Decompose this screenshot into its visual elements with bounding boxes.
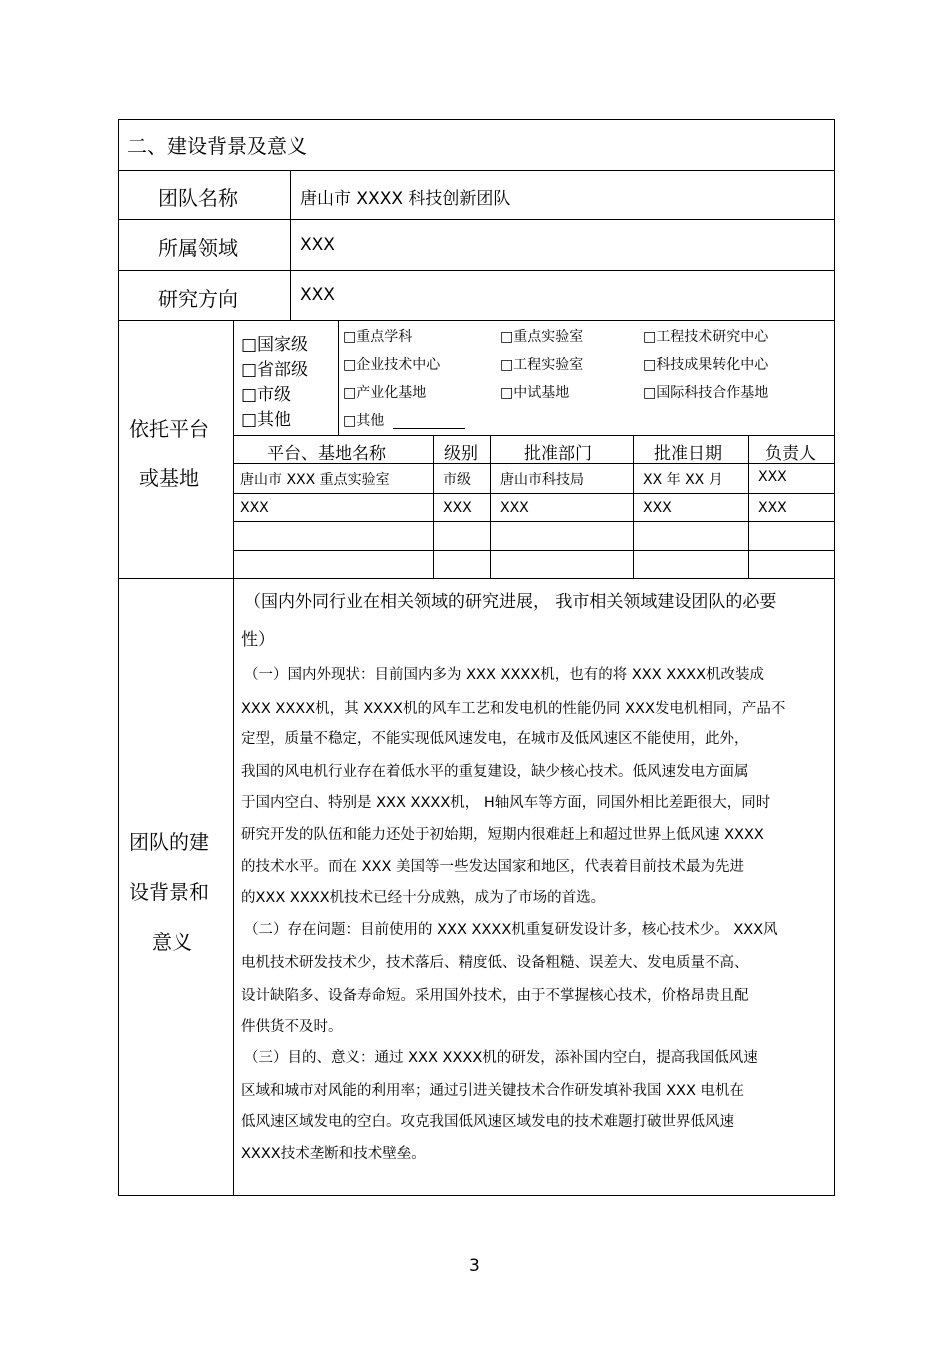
background-text-line: XXX XXXX机，其 XXXX机的风车工艺和发电机的性能仍同 XXX发电机相同，产品不	[241, 701, 786, 717]
type-other-checkbox[interactable]: □其他	[343, 413, 385, 429]
table-cell: XXX	[240, 500, 269, 516]
table-cell: XXX	[758, 469, 787, 485]
table-cell: 市级	[443, 472, 471, 488]
type-intl-coop-base-checkbox[interactable]: □国际科技合作基地	[643, 385, 769, 401]
background-text-line: 的XXX XXXX机技术已经十分成熟，成为了市场的首选。	[241, 890, 606, 906]
platform-label-line1: 依托平台	[129, 417, 209, 441]
background-text-line: 设计缺陷多、设备寿命短。采用国外技术，由于不掌握核心技术，价格昂贵且配	[241, 988, 749, 1004]
background-label-line3: 意义	[152, 930, 192, 954]
table-cell: XXX	[643, 500, 672, 516]
level-provincial-checkbox[interactable]: □省部级	[241, 360, 309, 380]
background-text-line: 的技术水平。而在 XXX 美国等一些发达国家和地区，代表着目前技术最为先进	[241, 859, 745, 875]
background-text-line: 研究开发的队伍和能力还处于初始期，短期内很难赶上和超过世界上低风速 XXXX	[241, 827, 764, 843]
level-other-checkbox[interactable]: □其他	[241, 410, 292, 430]
background-text-line: （一）国内外现状：目前国内多为 XXX XXXX机，也有的将 XXX XXXX机改装成	[244, 667, 765, 683]
background-text-line: 件供货不及时。	[241, 1019, 343, 1035]
background-text-line: 我国的风电机行业存在着低水平的重复建设，缺少核心技术。低风速发电方面属	[241, 764, 749, 780]
background-text-line: 定型，质量不稳定，不能实现低风速发电，在城市及低风速区不能使用，此外，	[241, 731, 749, 747]
type-enterprise-center-checkbox[interactable]: □企业技术中心	[343, 357, 441, 373]
background-label-line2: 设背景和	[129, 880, 209, 904]
background-text-line: （二）存在问题：目前使用的 XXX XXXX机重复研发设计多，核心技术少。 XXX风	[244, 922, 778, 938]
background-intro-line1: （国内外同行业在相关领域的研究进展， 我市相关领域建设团队的必要	[244, 592, 777, 612]
table-cell: XXX	[758, 500, 787, 516]
table-cell: XX 年 XX 月	[643, 472, 723, 488]
background-text-line: 低风速区域发电的空白。攻克我国低风速区域发电的技术难题打破世界低风速	[241, 1114, 734, 1130]
table-cell: 唐山市 XXX 重点实验室	[240, 472, 390, 488]
background-text-line: XXXX技术垄断和技术壁垒。	[241, 1146, 426, 1162]
team-name-label: 团队名称	[158, 186, 238, 210]
type-eng-research-center-checkbox[interactable]: □工程技术研究中心	[643, 329, 769, 345]
table-cell: XXX	[443, 500, 472, 516]
section-title: 二、建设背景及意义	[127, 134, 307, 158]
type-key-discipline-checkbox[interactable]: □重点学科	[343, 329, 413, 345]
field-label: 所属领域	[158, 236, 238, 260]
type-key-lab-checkbox[interactable]: □重点实验室	[500, 329, 584, 345]
background-text-line: （三）目的、意义：通过 XXX XXXX机的研发，添补国内空白，提高我国低风速	[244, 1050, 758, 1066]
level-city-checkbox[interactable]: □市级	[241, 385, 292, 405]
type-pilot-base-checkbox[interactable]: □中试基地	[500, 385, 570, 401]
table-cell: 唐山市科技局	[500, 472, 584, 488]
background-text-line: 区域和城市对风能的利用率；通过引进关键技术合作研发填补我国 XXX 电机在	[241, 1083, 745, 1099]
background-text-line: 电机技术研发技术少，技术落后、精度低、设备粗糙、误差大、发电质量不高、	[241, 955, 749, 971]
direction-label: 研究方向	[158, 287, 238, 311]
level-national-checkbox[interactable]: □国家级	[241, 335, 309, 355]
other-type-blank-line[interactable]	[393, 428, 465, 429]
col-header-dept: 批准部门	[524, 444, 592, 464]
background-label-line1: 团队的建	[129, 830, 209, 854]
table-cell: XXX	[500, 500, 529, 516]
type-industrial-base-checkbox[interactable]: □产业化基地	[343, 385, 427, 401]
field-value: XXX	[300, 235, 335, 255]
type-eng-lab-checkbox[interactable]: □工程实验室	[500, 357, 584, 373]
background-intro-line2: 性）	[241, 630, 275, 650]
team-name-value: 唐山市 XXXX 科技创新团队	[300, 189, 511, 209]
col-header-leader: 负责人	[765, 444, 816, 464]
platform-label-line2: 或基地	[139, 466, 199, 490]
col-header-date: 批准日期	[654, 444, 722, 464]
type-tech-transfer-center-checkbox[interactable]: □科技成果转化中心	[643, 357, 769, 373]
direction-value: XXX	[300, 285, 335, 305]
background-text-line: 于国内空白、特别是 XXX XXXX机， H轴风车等方面，同国外相比差距很大，同时	[241, 795, 771, 811]
page-number: 3	[469, 1256, 480, 1276]
col-header-name: 平台、基地名称	[267, 444, 386, 464]
col-header-level: 级别	[444, 444, 478, 464]
